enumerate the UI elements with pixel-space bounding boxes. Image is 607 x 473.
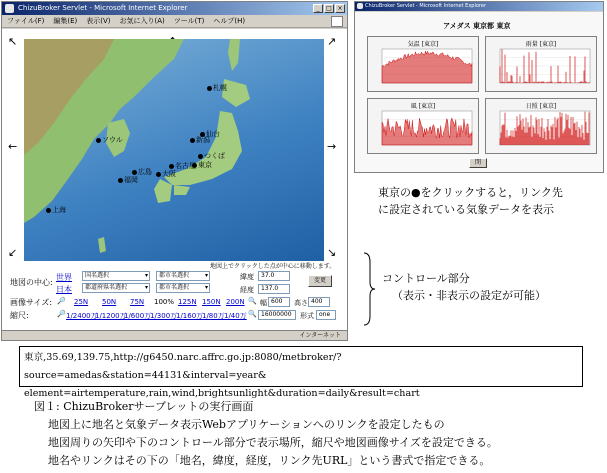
city-dot-icon bbox=[96, 138, 101, 143]
control-brace-icon bbox=[362, 252, 376, 326]
sunshine-chart-plot bbox=[492, 109, 592, 151]
scale-1-800k[interactable]: 1/80万 bbox=[202, 312, 225, 320]
height-input[interactable]: 400 bbox=[308, 297, 330, 307]
height-label: 高さ bbox=[294, 299, 308, 307]
windows-logo-icon bbox=[331, 16, 343, 27]
latitude-input[interactable]: 37.0 bbox=[258, 271, 290, 281]
center-label: 地図の中心: bbox=[10, 278, 53, 287]
menu-file[interactable]: ファイル(F) bbox=[7, 17, 45, 25]
prefecture-select[interactable]: 都道府県名選択 ▾ bbox=[82, 283, 150, 293]
map-click-hint: 地図上でクリックした点が中心に移動します。 bbox=[210, 263, 336, 270]
zoom-out-magnifier-icon[interactable]: 🔎 bbox=[57, 297, 66, 305]
city-marker-nagoya[interactable]: 名古屋 bbox=[169, 161, 196, 171]
image-size-label: 画像サイズ: bbox=[10, 298, 53, 307]
pan-southeast-arrow-icon[interactable]: ↘ bbox=[327, 246, 337, 259]
country-select[interactable]: 国名選択 ▾ bbox=[82, 271, 150, 281]
link-definition-line2: element=airtemperature,rain,wind,brightsunlight&duration=daily&result=chart bbox=[24, 388, 420, 399]
world-link[interactable]: 世界 bbox=[56, 273, 72, 282]
format-input[interactable]: one bbox=[316, 310, 336, 320]
world-city-select[interactable]: 都市名選択 ▾ bbox=[156, 271, 210, 281]
city-marker-sendai[interactable]: 仙台 bbox=[200, 129, 220, 139]
menu-favorites[interactable]: お気に入り(A) bbox=[119, 17, 165, 25]
city-dot-icon bbox=[190, 138, 195, 143]
size-75[interactable]: 75N bbox=[130, 298, 145, 306]
sunshine-chart bbox=[485, 98, 597, 154]
temperature-chart bbox=[367, 36, 479, 92]
link-definition-box bbox=[19, 346, 583, 399]
menu-edit[interactable]: 編集(E) bbox=[53, 17, 78, 25]
map-window-menubar bbox=[2, 15, 347, 28]
scale-1-1-6m[interactable]: 1/160万 bbox=[176, 312, 204, 320]
map-window-title: ChizuBroker Servlet - Microsoft Internet Explorer bbox=[18, 4, 188, 12]
city-marker-sapporo[interactable]: 札幌 bbox=[207, 83, 227, 93]
pan-southwest-arrow-icon[interactable]: ↙ bbox=[8, 246, 18, 259]
figure-caption-line3: 地図周りの矢印や下のコントロール部分で表示場所，縮尺や地図画像サイズを設定できる。 bbox=[48, 436, 498, 449]
city-dot-icon bbox=[132, 170, 137, 175]
internet-zone-label: インターネット bbox=[299, 332, 341, 339]
maximize-button[interactable]: □ bbox=[324, 4, 334, 13]
city-dot-icon bbox=[169, 164, 174, 169]
pan-west-arrow-icon[interactable]: ← bbox=[8, 140, 18, 153]
width-input[interactable]: 600 bbox=[268, 297, 290, 307]
chart-window-title: ChizuBroker Servlet - Microsoft Internet Explorer bbox=[365, 3, 486, 9]
chart-window-titlebar[interactable] bbox=[355, 2, 603, 11]
city-marker-hiroshima[interactable]: 広島 bbox=[132, 167, 152, 177]
size-25[interactable]: 25N bbox=[74, 298, 89, 306]
longitude-label: 経度 bbox=[240, 286, 254, 294]
scale-1-6m[interactable]: 1/600万 bbox=[124, 312, 152, 320]
menu-tools[interactable]: ツール(T) bbox=[173, 17, 205, 25]
city-dot-icon bbox=[118, 178, 123, 183]
link-definition-line1: 東京,35.69,139.75,http://g6450.narc.affrc.go.jp:8080/metbroker/?source=amedas&station=44131&interval=year& bbox=[24, 352, 342, 381]
size-200[interactable]: 200N bbox=[226, 298, 245, 306]
city-marker-shanghai[interactable]: 上海 bbox=[46, 205, 66, 215]
minimize-button[interactable]: _ bbox=[313, 4, 323, 13]
japan-link[interactable]: 日本 bbox=[56, 285, 72, 294]
size-125[interactable]: 125N bbox=[178, 298, 197, 306]
control-note-line1: コントロール部分 bbox=[382, 272, 470, 285]
change-center-button[interactable]: 変更 bbox=[308, 275, 332, 287]
scale-in-magnifier-icon[interactable]: 🔍 bbox=[248, 310, 257, 318]
wind-chart-plot bbox=[374, 109, 474, 151]
menu-help[interactable]: ヘルプ(H) bbox=[213, 17, 246, 25]
menu-view[interactable]: 表示(V) bbox=[86, 17, 111, 25]
city-dot-icon bbox=[46, 208, 51, 213]
city-dot-icon bbox=[156, 172, 161, 177]
scale-1-24m[interactable]: 1/2400万 bbox=[66, 312, 98, 320]
rain-chart-title: 雨量 [東京] bbox=[525, 41, 557, 48]
width-label: 幅 bbox=[260, 299, 267, 307]
ie-app-icon bbox=[357, 3, 363, 9]
control-note-line2: （表示・非表示の設定が可能） bbox=[392, 289, 546, 302]
format-label: 形式 bbox=[300, 312, 314, 320]
city-dot-icon bbox=[207, 86, 212, 91]
zoom-in-magnifier-icon[interactable]: 🔍 bbox=[248, 297, 257, 305]
rain-chart bbox=[485, 36, 597, 92]
pan-east-arrow-icon[interactable]: → bbox=[327, 140, 337, 153]
size-50[interactable]: 50N bbox=[102, 298, 117, 306]
chart-browser-window bbox=[354, 1, 604, 173]
scale-out-magnifier-icon[interactable]: 🔎 bbox=[57, 310, 66, 318]
city-dot-icon bbox=[198, 154, 203, 159]
pan-northeast-arrow-icon[interactable]: ↗ bbox=[327, 35, 337, 48]
close-button[interactable]: × bbox=[335, 4, 345, 13]
city-marker-tsukuba[interactable]: つくば bbox=[198, 151, 225, 161]
japan-city-select[interactable]: 都市名選択 ▾ bbox=[156, 283, 210, 293]
longitude-input[interactable]: 137.0 bbox=[258, 284, 290, 294]
amedas-heading: アメダス 東京都 東京 bbox=[443, 22, 511, 30]
pan-northwest-arrow-icon[interactable]: ↖ bbox=[8, 35, 18, 48]
scale-input[interactable]: 16000000 bbox=[258, 310, 296, 320]
rain-chart-plot bbox=[492, 47, 592, 89]
scale-1-3m[interactable]: 1/300万 bbox=[150, 312, 178, 320]
status-bar bbox=[2, 330, 347, 340]
wind-chart bbox=[367, 98, 479, 154]
map-browser-window bbox=[1, 1, 348, 341]
wind-chart-title: 風 [東京] bbox=[410, 103, 436, 110]
map-window-titlebar[interactable] bbox=[2, 2, 347, 15]
size-100-current: 100% bbox=[154, 298, 175, 306]
click-note-line2: に設定されている気象データを表示 bbox=[378, 203, 554, 216]
latitude-label: 緯度 bbox=[240, 273, 254, 281]
chart-close-button[interactable]: 閉 bbox=[469, 158, 487, 168]
temperature-chart-title: 気温 [東京] bbox=[407, 41, 439, 48]
scale-1-400k[interactable]: 1/40万 bbox=[224, 312, 247, 320]
city-marker-osaka[interactable]: 大阪 bbox=[156, 169, 176, 179]
figure-caption-line2: 地図上に地名と気象データ表示Webアプリケーションへのリンクを設定したもの bbox=[48, 418, 445, 431]
click-note-line1: 東京の●をクリックすると，リンク先 bbox=[378, 186, 563, 199]
map-page-content bbox=[2, 29, 347, 330]
temperature-chart-plot bbox=[374, 47, 474, 89]
scale-label: 縮尺: bbox=[10, 311, 29, 320]
city-marker-tokyo[interactable]: 東京 bbox=[192, 160, 212, 170]
city-marker-niigata[interactable]: 新潟 bbox=[190, 135, 210, 145]
figure-caption-title: 図１: ChizuBrokerサーブレットの実行画面 bbox=[34, 400, 254, 413]
ie-app-icon bbox=[5, 4, 14, 13]
city-marker-seoul[interactable]: ソウル bbox=[96, 135, 123, 145]
city-dot-icon bbox=[200, 132, 205, 137]
city-marker-fukuoka[interactable]: 福岡 bbox=[118, 175, 138, 185]
map-image[interactable] bbox=[24, 39, 324, 261]
chart-page-content bbox=[355, 12, 603, 172]
sunshine-chart-title: 日照 [東京] bbox=[525, 103, 557, 110]
scale-1-12m[interactable]: 1/1200万 bbox=[95, 312, 127, 320]
size-150[interactable]: 150N bbox=[202, 298, 221, 306]
figure-caption-line4: 地名やリンクはその下の「地名，緯度，経度，リンク先URL」という書式で指定できる。 bbox=[48, 454, 491, 467]
terrain-map-graphic bbox=[24, 39, 324, 261]
